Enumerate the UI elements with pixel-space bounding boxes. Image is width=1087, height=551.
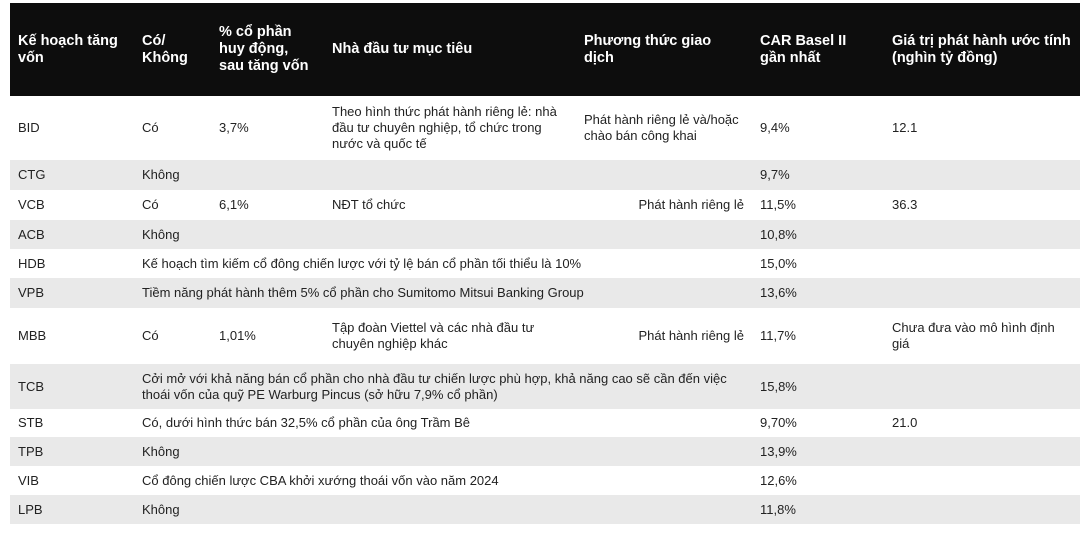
bank-code: TCB [10, 364, 134, 409]
bank-code: ACB [10, 220, 134, 249]
car-cell: 11,5% [752, 190, 884, 220]
value-cell: 12.1 [884, 96, 1080, 160]
bank-code: VIB [10, 466, 134, 495]
car-cell: 15,0% [752, 249, 884, 278]
pct-cell: 1,01% [211, 308, 324, 364]
investor-cell: Tập đoàn Viettel và các nhà đầu tư chuyên nghiệp khác [324, 308, 576, 364]
bank-code: BID [10, 96, 134, 160]
table-row [10, 220, 1080, 249]
header-row [10, 3, 1080, 96]
table-row [10, 96, 1080, 160]
plan-note: Có, dưới hình thức bán 32,5% cổ phần của ông Trầm Bê [134, 409, 752, 437]
bank-code: LPB [10, 495, 134, 524]
header-car: CAR Basel II gần nhất [752, 3, 884, 96]
value-cell: Chưa đưa vào mô hình định giá [884, 308, 1080, 364]
table-row [10, 308, 1080, 364]
table-row [10, 495, 1080, 524]
header-investor: Nhà đầu tư mục tiêu [324, 3, 576, 96]
car-cell: 10,8% [752, 220, 884, 249]
header-pct: % cổ phần huy động, sau tăng vốn [211, 3, 324, 96]
yesno-cell: Không [134, 437, 211, 466]
capital-raising-table [10, 3, 1080, 524]
yesno-cell: Không [134, 495, 211, 524]
bank-code: MBB [10, 308, 134, 364]
method-cell: Phát hành riêng lẻ [576, 190, 752, 220]
car-cell: 13,6% [752, 278, 884, 308]
car-cell: 13,9% [752, 437, 884, 466]
yesno-cell: Không [134, 220, 211, 249]
table-row [10, 249, 1080, 278]
car-cell: 11,8% [752, 495, 884, 524]
table-row [10, 466, 1080, 495]
value-cell: 21.0 [884, 409, 1080, 437]
car-cell: 9,4% [752, 96, 884, 160]
car-cell: 15,8% [752, 364, 884, 409]
table-row [10, 364, 1080, 409]
investor-cell: NĐT tổ chức [324, 190, 576, 220]
header-yesno: Có/ Không [134, 3, 211, 96]
yesno-cell: Có [134, 308, 211, 364]
car-cell: 9,7% [752, 160, 884, 190]
plan-note: Cổ đông chiến lược CBA khởi xướng thoái vốn vào năm 2024 [134, 466, 752, 495]
table-row [10, 190, 1080, 220]
bank-code: TPB [10, 437, 134, 466]
method-cell: Phát hành riêng lẻ và/hoặc chào bán công khai [576, 96, 752, 160]
pct-cell: 6,1% [211, 190, 324, 220]
yesno-cell: Có [134, 96, 211, 160]
value-cell: 36.3 [884, 190, 1080, 220]
table-row [10, 437, 1080, 466]
plan-note: Tiềm năng phát hành thêm 5% cổ phần cho Sumitomo Mitsui Banking Group [134, 278, 752, 308]
bank-code: STB [10, 409, 134, 437]
car-cell: 12,6% [752, 466, 884, 495]
car-cell: 9,70% [752, 409, 884, 437]
bank-code: VCB [10, 190, 134, 220]
investor-cell: Theo hình thức phát hành riêng lẻ: nhà đầu tư chuyên nghiệp, tổ chức trong nước và quốc tế [324, 96, 576, 160]
plan-note: Cởi mở với khả năng bán cổ phần cho nhà đầu tư chiến lược phù hợp, khả năng cao sẽ cần đến việc thoái vốn của quỹ PE Warburg Pincus (sở hữu 7,9% cổ phần) [134, 364, 752, 409]
header-method: Phương thức giao dịch [576, 3, 752, 96]
plan-note: Kế hoạch tìm kiếm cổ đông chiến lược với tỷ lệ bán cổ phần tối thiểu là 10% [134, 249, 752, 278]
header-plan: Kế hoạch tăng vốn [10, 3, 134, 96]
bank-code: VPB [10, 278, 134, 308]
yesno-cell: Có [134, 190, 211, 220]
car-cell: 11,7% [752, 308, 884, 364]
table-row [10, 409, 1080, 437]
header-value: Giá trị phát hành ước tính (nghìn tỷ đồng) [884, 3, 1080, 96]
pct-cell: 3,7% [211, 96, 324, 160]
bank-code: HDB [10, 249, 134, 278]
method-cell: Phát hành riêng lẻ [576, 308, 752, 364]
table-row [10, 160, 1080, 190]
table-row [10, 278, 1080, 308]
yesno-cell: Không [134, 160, 211, 190]
bank-code: CTG [10, 160, 134, 190]
